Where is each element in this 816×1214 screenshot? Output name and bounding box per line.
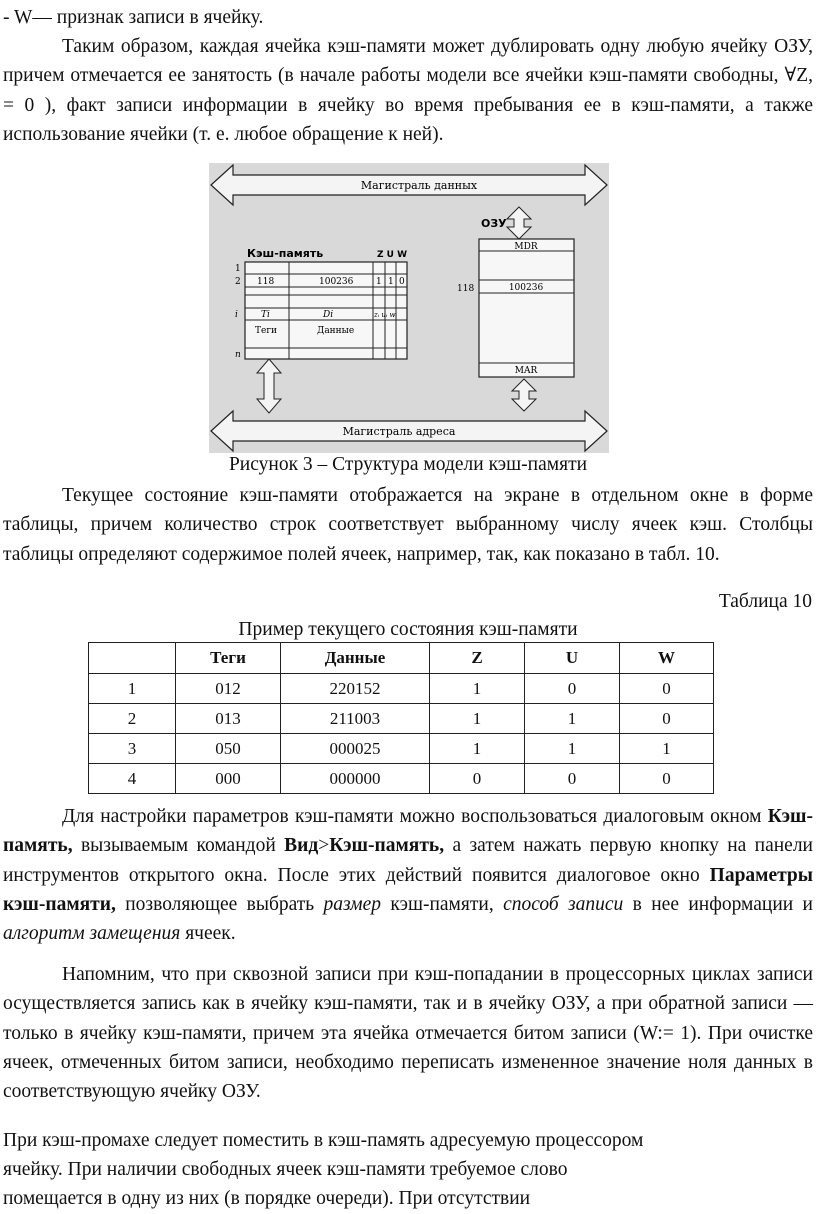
table-header-cell: U bbox=[525, 643, 620, 674]
table-cell: 0 bbox=[430, 764, 525, 794]
table-cell: 050 bbox=[176, 734, 281, 764]
ram-val-100236: 100236 bbox=[508, 283, 544, 293]
paragraph-4: Напомним, что при сквозной записи при кэш-попадании в процессорных циклах записи осуществляется запись как в ячейку кэш-памяти, так и в ячейку ОЗУ, а при обратной записи — только в ячейку кэш-памяти, причем эта ячейка отмечается битом записи (W:= 1). При очистке ячеек, отмеченных битом записи, необходимо переписать измененное значение ноля данных в соответствующую ячейку ОЗУ. bbox=[3, 964, 813, 1103]
fig-data-100236: 100236 bbox=[319, 277, 354, 287]
fig-bit-w: 0 bbox=[399, 277, 405, 287]
row-label-2: 2 bbox=[235, 277, 241, 287]
table-cell: 0 bbox=[620, 674, 714, 704]
ram-addr-118: 118 bbox=[457, 284, 475, 294]
table-title: Пример текущего состояния кэш-памяти bbox=[238, 619, 578, 640]
table-cell: 1 bbox=[430, 704, 525, 734]
table-cell: 000000 bbox=[281, 764, 430, 794]
p3-text: кэш-памяти, bbox=[381, 893, 504, 915]
table-cell: 1 bbox=[525, 704, 620, 734]
table-cell: 220152 bbox=[281, 674, 430, 704]
table-cell: 000025 bbox=[281, 734, 430, 764]
fig-tags-label: Теги bbox=[255, 326, 278, 336]
table-cell: 0 bbox=[525, 674, 620, 704]
p3-bold-view: Вид bbox=[284, 835, 319, 857]
table-cell: 1 bbox=[620, 734, 714, 764]
data-bus-label: Магистраль данных bbox=[360, 179, 478, 192]
table-cell: 1 bbox=[89, 674, 176, 704]
p3-text: в нее информации и bbox=[623, 893, 813, 915]
table-cell: 1 bbox=[430, 734, 525, 764]
table-row bbox=[89, 704, 714, 734]
ram-block bbox=[479, 239, 574, 377]
cache-memory-label: Кэш-память bbox=[247, 247, 324, 260]
table-row bbox=[89, 674, 714, 704]
fig-di: Di bbox=[323, 310, 334, 320]
table-cell: 4 bbox=[89, 764, 176, 794]
fig-tag-118: 118 bbox=[257, 277, 275, 287]
bullet-w-line: - W— признак записи в ячейку. bbox=[3, 7, 264, 28]
p3-bold-cache-command: Кэш-память, bbox=[329, 835, 445, 857]
p3-italic-size: размер bbox=[323, 893, 382, 915]
p3-text: > bbox=[318, 835, 330, 857]
table-cell: 1 bbox=[525, 734, 620, 764]
paragraph-5-line-2: ячейку. При наличии свободных ячеек кэш-памяти требуемое слово bbox=[3, 1159, 568, 1180]
row-label-i: i bbox=[235, 310, 238, 320]
table-cell: 0 bbox=[525, 764, 620, 794]
p3-bold-cache-window: Кэш-память, bbox=[3, 806, 813, 857]
fig-ti: Ti bbox=[261, 310, 270, 320]
p3-text: а затем нажать первую кнопку на панели инструментов открытого окна. После этих действий появится диалоговое окно bbox=[3, 835, 813, 886]
paragraph-5-line-1: При кэш-промахе следует поместить в кэш-память адресуемую процессором bbox=[3, 1130, 644, 1151]
fig-bit-u: 1 bbox=[388, 277, 394, 287]
p3-text: позволяющее выбрать bbox=[115, 893, 324, 915]
table-header-row bbox=[89, 643, 714, 674]
mar-label: MAR bbox=[514, 366, 538, 376]
table-header-cell bbox=[89, 643, 176, 674]
table-row bbox=[89, 734, 714, 764]
row-label-1: 1 bbox=[235, 264, 241, 274]
fig-data-label: Данные bbox=[317, 326, 355, 336]
cache-state-table bbox=[88, 642, 714, 794]
p3-text: ячеек. bbox=[180, 923, 236, 945]
paragraph-3 bbox=[3, 802, 813, 948]
p3-text: вызываемым командой bbox=[72, 835, 285, 857]
address-bus-label: Магистраль адреса bbox=[342, 425, 456, 438]
p3-bold-params-dialog: Параметры кэш-памяти, bbox=[3, 864, 813, 915]
table-cell: 0 bbox=[620, 704, 714, 734]
table-row bbox=[89, 764, 714, 794]
p3-italic-replacement: алгоритм замещения bbox=[3, 923, 181, 945]
table-cell: 2 bbox=[89, 704, 176, 734]
ram-label: ОЗУ bbox=[481, 217, 507, 230]
paragraph-5-line-3: помещается в одну из них (в порядке очереди). При отсутствии bbox=[3, 1188, 531, 1209]
table-cell: 013 bbox=[176, 704, 281, 734]
p3-italic-write-method: способ записи bbox=[503, 893, 624, 915]
p3-text: Для настройки параметров кэш-памяти можно воспользоваться диалоговым окном bbox=[62, 806, 768, 827]
paragraph-1: Таким образом, каждая ячейка кэш-памяти может дублировать одну любую ячейку ОЗУ, причем отмечается ее занятость (в начале работы модели все ячейки кэш-памяти свободны, ∀Z, = 0 ), факт записи информации в ячейку во время пребывания ее в кэш-памяти, а также использование ячейки (т. е. любое обращение к ней). bbox=[3, 36, 813, 145]
table-header-cell: W bbox=[620, 643, 714, 674]
paragraph-2: Текущее состояние кэш-памяти отображается на экране в отдельном окне в форме таблицы, причем количество строк соответствует выбранному числу ячеек кэш. Столбцы таблицы определяют содержимое полей ячеек, например, так, как показано в табл. 10. bbox=[3, 485, 813, 565]
cache-structure-figure bbox=[209, 163, 609, 453]
mdr-label: MDR bbox=[514, 242, 538, 252]
table-header-cell: Данные bbox=[281, 643, 430, 674]
table-header-cell: Z bbox=[430, 643, 525, 674]
table-number: Таблица 10 bbox=[718, 591, 812, 612]
table-cell: 3 bbox=[89, 734, 176, 764]
table-cell: 012 bbox=[176, 674, 281, 704]
table-cell: 0 bbox=[620, 764, 714, 794]
fig-zi-ui-wi: zᵢ uᵢ wᵢ bbox=[374, 311, 397, 319]
row-label-n: n bbox=[235, 350, 241, 360]
table-cell: 1 bbox=[430, 674, 525, 704]
table-cell: 000 bbox=[176, 764, 281, 794]
figure-caption: Рисунок 3 – Структура модели кэш-памяти bbox=[228, 454, 588, 475]
zuw-header: Z U W bbox=[377, 250, 408, 260]
table-cell: 211003 bbox=[281, 704, 430, 734]
fig-bit-z: 1 bbox=[376, 277, 382, 287]
table-header-cell: Теги bbox=[176, 643, 281, 674]
